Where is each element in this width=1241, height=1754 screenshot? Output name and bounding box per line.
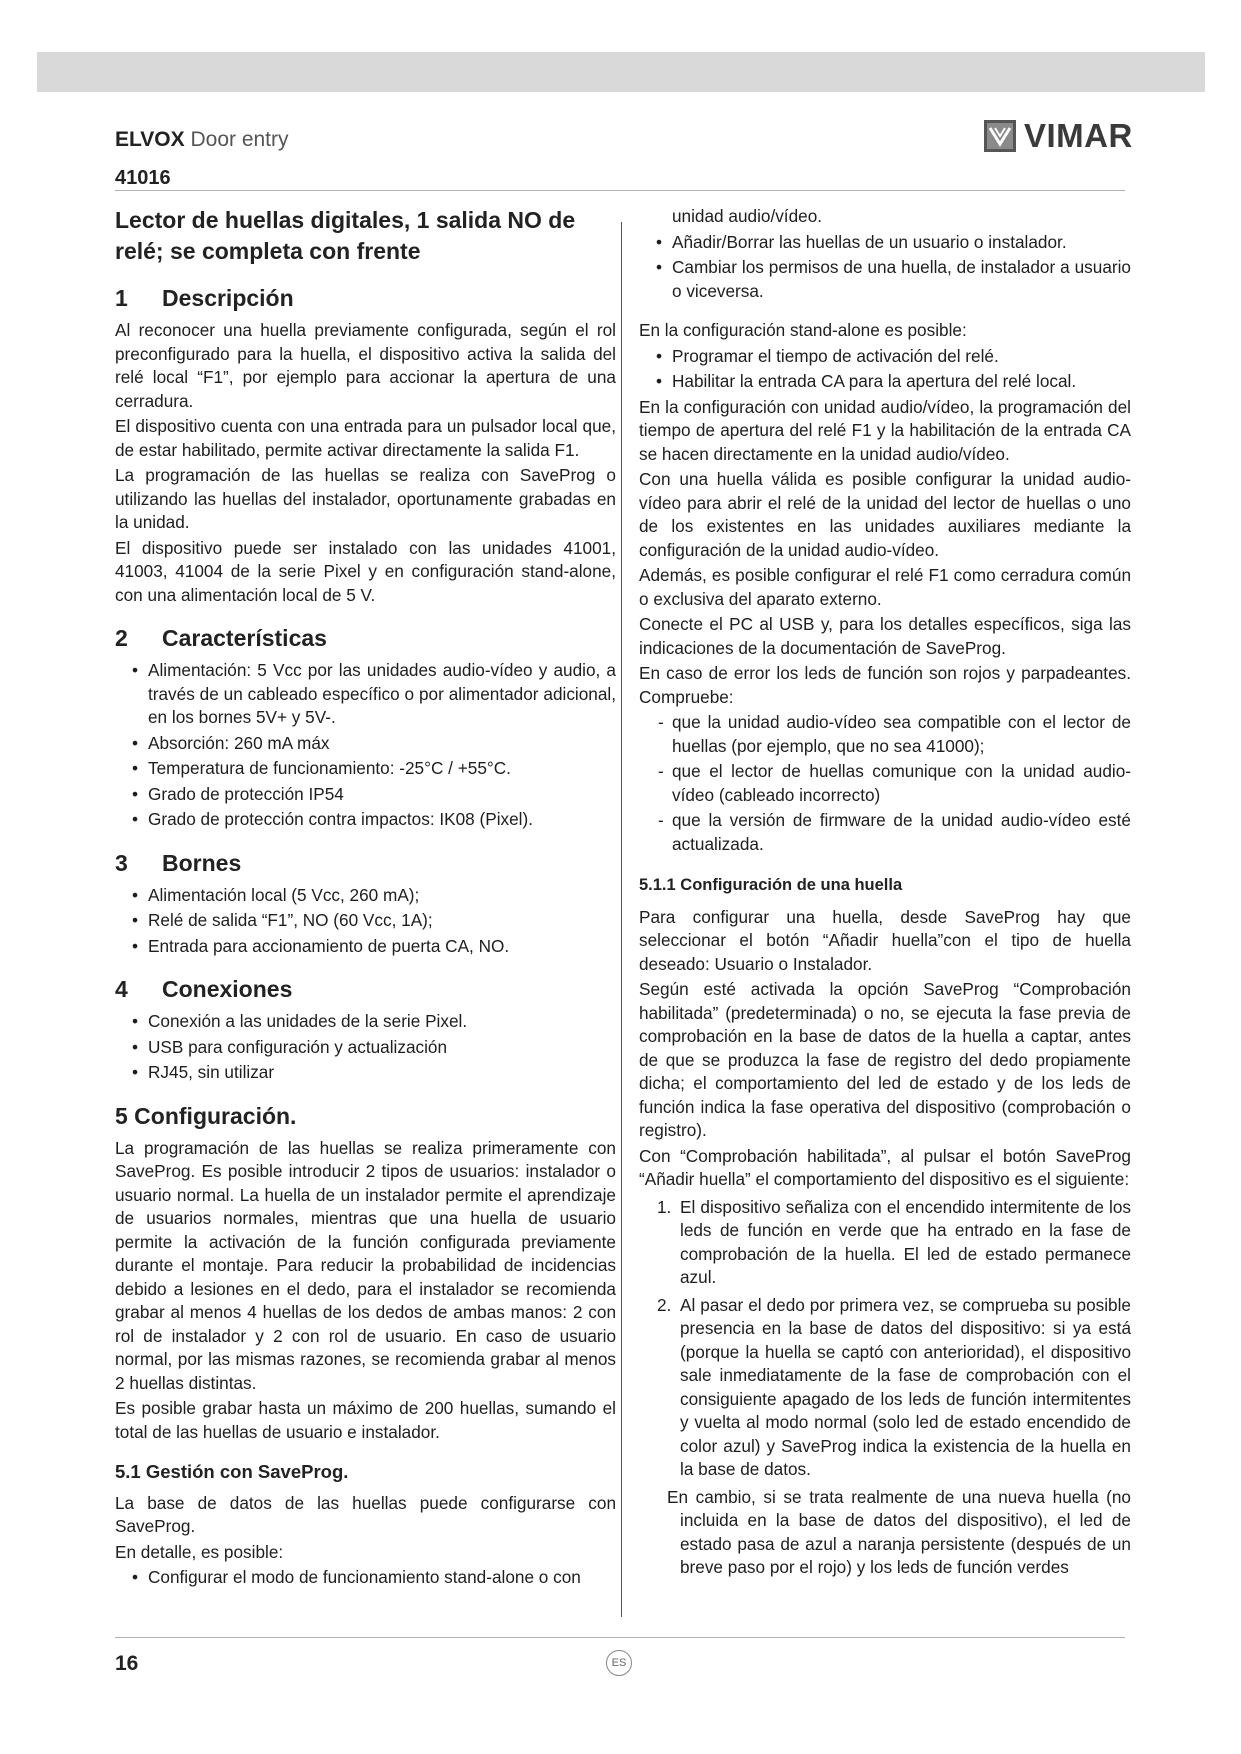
paragraph: El dispositivo puede ser instalado con las unidades 41001, 41003, 41004 de la serie Pixel y en configuración stand-alone, con una alimentación local de 5 V. <box>115 537 616 605</box>
connections-list <box>115 1010 616 1085</box>
list-item: • Entrada para accionamiento de puerta CA, NO. <box>115 935 616 959</box>
list-item: • Grado de protección contra impactos: IK08 (Pixel). <box>115 808 616 832</box>
paragraph: Con una huella válida es posible configurar la unidad audio-vídeo para abrir el relé de la unidad del lector de huellas o uno de los existentes en las unidades auxiliares mediante la configuración de la unidad audio-vídeo. <box>639 469 1131 560</box>
footer-divider <box>115 1637 1125 1638</box>
paragraph: La base de datos de las huellas puede configurarse con SaveProg. <box>115 1492 616 1536</box>
list-item: • Añadir/Borrar las huellas de un usuario o instalador. <box>639 231 1131 255</box>
list-item: • RJ45, sin utilizar <box>115 1061 616 1085</box>
list-item: • Temperatura de funcionamiento: -25°C / +55°C. <box>115 757 616 781</box>
list-item: - que la versión de firmware de la unidad audio-vídeo esté actualizada. <box>639 809 1131 856</box>
steps-list <box>639 1196 1131 1482</box>
header-divider <box>115 190 1125 191</box>
paragraph: unidad audio/vídeo. <box>672 206 823 226</box>
list-item: • Programar el tiempo de activación del relé. <box>639 345 1131 369</box>
paragraph: Conecte el PC al USB y, para los detalles específicos, siga las indicaciones de la documentación de SaveProg. <box>639 614 1131 658</box>
page-number: 16 <box>115 1652 139 1675</box>
paragraph: En detalle, es posible: <box>115 1541 284 1562</box>
list-item: • Configurar el modo de funcionamiento stand-alone o con <box>115 1566 616 1590</box>
section-2-heading: 2 Características <box>115 625 327 651</box>
section-3-heading: 3 Bornes <box>115 849 242 876</box>
model-number: 41016 <box>115 167 171 189</box>
top-gray-band <box>37 52 1205 92</box>
list-item: - que la unidad audio-vídeo sea compatible con el lector de huellas (por ejemplo, que no sea 41000); <box>639 711 1131 758</box>
paragraph: Es posible grabar hasta un máximo de 200 huellas, sumando el total de las huellas de usuario e instalador. <box>115 1398 616 1442</box>
section-5-1-1-heading: 5.1.1 Configuración de una huella <box>639 876 903 894</box>
brand-label: ELVOX Door entry <box>115 128 289 151</box>
list-item: • USB para configuración y actualización <box>115 1036 616 1060</box>
list-item: • Absorción: 260 mA máx <box>115 732 616 756</box>
list-item: • Relé de salida “F1”, NO (60 Vcc, 1A); <box>115 909 616 933</box>
paragraph: En caso de error los leds de función son rojos y parpadeantes. Compruebe: <box>639 663 1131 707</box>
list-item: • Alimentación local (5 Vcc, 260 mA); <box>115 884 616 908</box>
paragraph: Con “Comprobación habilitada”, al pulsar el botón SaveProg “Añadir huella” el comportamiento del dispositivo es el siguiente: <box>639 1145 1131 1189</box>
paragraph: Según esté activada la opción SaveProg “Comprobación habilitada” (predeterminada) o no, se ejecuta la fase previa de comprobación en la base de datos de la huella a captar, antes de que se produzca la fase de registro del dedo propiamente dicha; el comportamiento del led de estado y de los leds de función indica la fase operativa del dispositivo (comprobación o registro). <box>639 979 1131 1140</box>
column-divider <box>621 222 622 1617</box>
list-item: • Alimentación: 5 Vcc por las unidades audio-vídeo y audio, a través de un cableado específico o por alimentador adicional, en los bornes 5V+ y 5V-. <box>115 659 616 730</box>
section-1-heading: 1 Descripción <box>115 285 294 311</box>
list-item: • Habilitar la entrada CA para la apertura del relé local. <box>639 370 1131 394</box>
document-title: Lector de huellas digitales, 1 salida NO de relé; se completa con frente <box>115 207 576 264</box>
section-5-1-heading: 5.1 Gestión con SaveProg. <box>115 1461 349 1482</box>
paragraph: En la configuración con unidad audio/vídeo, la programación del tiempo de apertura del relé F1 y la habilitación de la entrada CA se hacen directamente en la unidad audio/vídeo. <box>639 396 1131 464</box>
paragraph: En cambio, si se trata realmente de una nueva huella (no incluida en la base de datos del dispositivo), el led de estado pasa de azul a naranja persistente (después de un breve paso por el rojo) y los leds de función verdes <box>667 1486 1131 1577</box>
terminals-list <box>115 884 616 959</box>
paragraph: Además, es posible configurar el relé F1 como cerradura común o exclusiva del aparato externo. <box>639 565 1131 609</box>
paragraph: El dispositivo cuenta con una entrada para un pulsador local que, de estar habilitado, permite activar directamente la salida F1. <box>115 416 616 460</box>
section-5-heading: 5 Configuración. <box>115 1102 297 1129</box>
error-checks-list <box>639 711 1131 856</box>
vimar-logo-icon <box>984 120 1016 152</box>
section-4-heading: 4 Conexiones <box>115 976 293 1002</box>
list-item: 1. El dispositivo señaliza con el encendido intermitente de los leds de función en verde que ha entrado en la fase de comprobación de la huella. El led de estado permanece azul. <box>657 1196 1131 1287</box>
paragraph: En la configuración stand-alone es posible: <box>639 320 967 340</box>
saveprog-list-continued <box>639 231 1131 304</box>
language-badge: ES <box>606 1650 632 1676</box>
paragraph: La programación de las huellas se realiza con SaveProg o utilizando las huellas del instalador, oportunamente grabadas en la unidad. <box>115 465 616 532</box>
paragraph: Para configurar una huella, desde SaveProg hay que seleccionar el botón “Añadir huella”con el tipo de huella deseado: Usuario o Instalador. <box>639 906 1131 974</box>
left-column <box>115 205 616 1592</box>
saveprog-list <box>115 1566 616 1590</box>
right-column <box>639 205 1131 1582</box>
list-item: 2. Al pasar el dedo por primera vez, se comprueba su posible presencia en la base de datos del dispositivo: si ya está (porque la huella se captó con anterioridad), el dispositivo sale inmediatamente de la fase de comprobación con el consiguiente apagado de los leds de función intermitentes y vuelta al modo normal (solo led de estado encendido de color azul) y SaveProg indica la existencia de la huella en la base de datos. <box>657 1294 1131 1479</box>
list-item: • Conexión a las unidades de la serie Pixel. <box>115 1010 616 1034</box>
vimar-logo: VIMAR <box>984 116 1133 156</box>
list-item: • Grado de protección IP54 <box>115 783 616 807</box>
paragraph: Al reconocer una huella previamente configurada, según el rol preconfigurado para la huella, el dispositivo activa la salida del relé local “F1”, por ejemplo para accionar la apertura de una cerradura. <box>115 320 616 411</box>
standalone-list <box>639 345 1131 394</box>
features-list <box>115 659 616 832</box>
list-item: - que el lector de huellas comunique con la unidad audio-vídeo (cableado incorrecto) <box>639 760 1131 807</box>
paragraph: La programación de las huellas se realiza primeramente con SaveProg. Es posible introducir 2 tipos de usuarios: instalador o usuario normal. La huella de un instalador permite el aprendizaje de usuarios normales, mientras que una huella de usuario permite la activación de la función configurada previamente durante el montaje. Para reducir la probabilidad de incidencias debido a lesiones en el dedo, para el instalador se recomienda grabar al menos 4 huellas de los dedos de ambas manos: 2 con rol de instalador y 2 con rol de usuario. En caso de usuario normal, por las mismas razones, se recomienda grabar al menos 2 huellas distintas. <box>115 1137 616 1393</box>
list-item: • Cambiar los permisos de una huella, de instalador a usuario o viceversa. <box>639 256 1131 303</box>
